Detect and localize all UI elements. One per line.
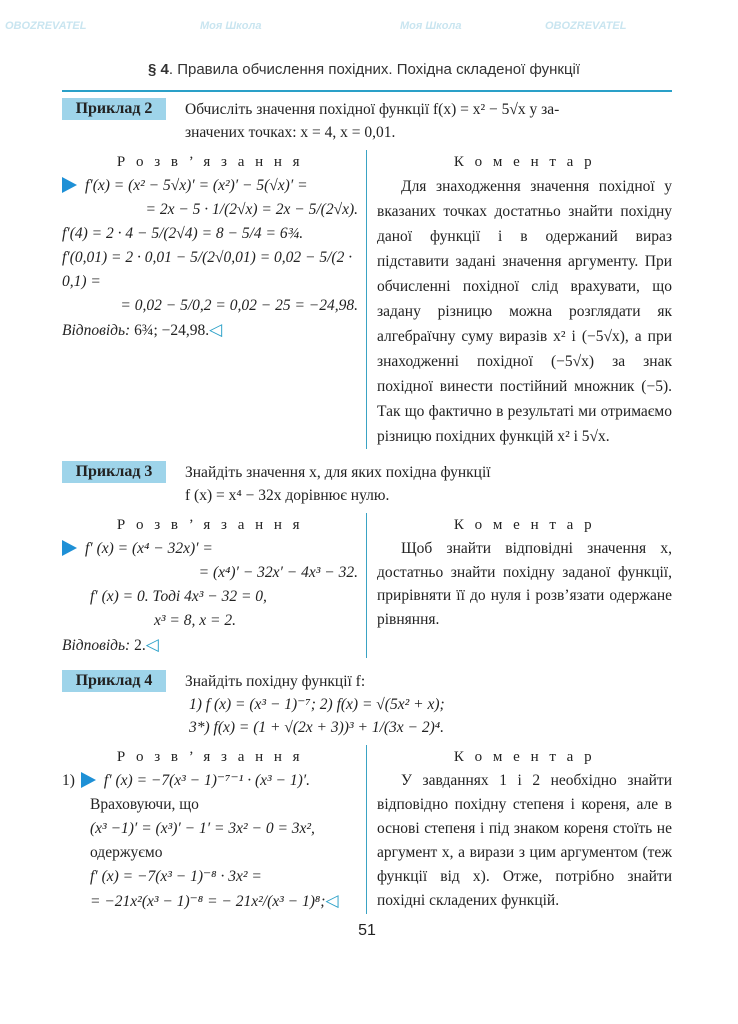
solution-end-marker-icon: ◁ xyxy=(209,320,223,339)
header-divider xyxy=(62,90,672,92)
example-4-columns xyxy=(62,745,672,914)
example-4 xyxy=(62,670,672,914)
watermark: Моя Школа xyxy=(200,20,262,32)
watermark: OBOZREVATEL xyxy=(545,20,627,32)
example-3-task-line: f (x) = x⁴ − 32x дорівнює нулю. xyxy=(185,487,390,504)
solution-heading: Р о з в ’ я з а н н я xyxy=(116,749,304,765)
example-2-task-line: Обчисліть значення похідної функції f(x) = x² − 5√x у за- xyxy=(185,101,560,118)
comment-heading: К о м е н т а р xyxy=(453,154,596,170)
solution-line: x³ = 8, x = 2. xyxy=(154,612,236,629)
solution-line: f′(0,01) = 2 · 0,01 − 5/(2√0,01) = 0,02 − 5/(2 · 0,1) = xyxy=(62,249,353,290)
comment-column xyxy=(366,513,672,658)
watermark: Моя Школа xyxy=(400,20,462,32)
answer-label: Відповідь: xyxy=(62,637,131,654)
comment-text: У завданнях 1 і 2 необхідно знайти відповідно похідну степеня і кореня, але в основі степеня і під знаком кореня стоїть не аргумент x, а вирази з цим аргументом (теж функції від x). Отже, потрібно знайти похідні складених функцій. xyxy=(377,772,672,909)
item-number: 1) xyxy=(62,772,75,789)
solution-line-text: f′ (x) = −7(x³ − 1)⁻⁷⁻¹ · (x³ − 1)′. xyxy=(103,772,311,789)
solution-line: = (x⁴)′ − 32x′ − 4x³ − 32. xyxy=(198,564,358,581)
comment-text: Для знаходження значення похідної у вказаних точках достатньо знайти похідну даної функції і в одержаний вираз підставити задані значення аргументу. При обчисленні похідної слід врахувати, що задану різницю можна розглядати як алгебраїчну суму виразів x² і (−5√x), а при знаходженні похідної (−5√x) за знак похідної винести постійний множник (−5). Так що фактично в результаті ми отримаємо різницю похідних функцій x² і 5√x. xyxy=(377,178,672,445)
answer-line xyxy=(62,633,358,658)
example-4-task-row xyxy=(62,670,672,739)
solution-line xyxy=(62,537,358,561)
solution-line xyxy=(62,174,358,198)
example-4-task-line: Знайдіть похідну функції f: xyxy=(185,673,366,690)
example-4-label: Приклад 4 xyxy=(62,670,166,692)
watermark: OBOZREVATEL xyxy=(5,20,87,32)
solution-column xyxy=(62,513,366,658)
solution-line: f′ (x) = 0. Тоді 4x³ − 32 = 0, xyxy=(90,588,267,605)
comment-text: Щоб знайти відповідні значення x, достатньо знайти похідну заданої функції, прирівняти її до нуля і розв’язати одержане рівняння. xyxy=(377,540,672,628)
comment-column xyxy=(366,150,672,449)
comment-column xyxy=(366,745,672,914)
answer-value: 6¾; −24,98. xyxy=(134,322,210,339)
solution-line: (x³ −1)′ = (x³)′ − 1′ = 3x² − 0 = 3x², xyxy=(90,820,315,837)
solution-end-marker-icon: ◁ xyxy=(325,891,339,910)
solution-line: = 2x − 5 · 1/(2√x) = 2x − 5/(2√x). xyxy=(145,201,358,218)
example-2-task-line: значених точках: x = 4, x = 0,01. xyxy=(185,124,396,141)
answer-label: Відповідь: xyxy=(62,322,131,339)
example-3-columns xyxy=(62,513,672,658)
example-4-task-line: 3*) f(x) = (1 + √(2x + 3))³ + 1/(3x − 2)⁴. xyxy=(189,719,445,736)
solution-heading: Р о з в ’ я з а н н я xyxy=(116,154,304,170)
answer-line xyxy=(62,318,358,343)
comment-heading: К о м е н т а р xyxy=(453,517,596,533)
solution-start-marker-icon xyxy=(62,177,77,193)
solution-line-text: f′(x) = (x² − 5√x)′ = (x²)′ − 5(√x)′ = xyxy=(85,177,308,194)
example-2 xyxy=(62,98,672,449)
solution-line: f′(4) = 2 · 4 − 5/(2√4) = 8 − 5/4 = 6¾. xyxy=(62,225,304,242)
section-header xyxy=(62,58,672,82)
example-3-task xyxy=(185,461,672,507)
example-2-task-row xyxy=(62,98,672,144)
solution-end-marker-icon: ◁ xyxy=(145,635,159,654)
solution-line-text: f′ (x) = (x⁴ − 32x)′ = xyxy=(85,540,213,557)
solution-line: Враховуючи, що xyxy=(90,796,199,813)
example-2-task xyxy=(185,98,672,144)
example-3-task-line: Знайдіть значення x, для яких похідна функції xyxy=(185,464,491,481)
solution-start-marker-icon xyxy=(81,772,96,788)
solution-start-marker-icon xyxy=(62,540,77,556)
example-3 xyxy=(62,461,672,658)
example-3-label: Приклад 3 xyxy=(62,461,166,483)
comment-heading: К о м е н т а р xyxy=(453,749,596,765)
solution-line: = 0,02 − 5/0,2 = 0,02 − 25 = −24,98. xyxy=(120,297,358,314)
example-4-task xyxy=(185,670,672,739)
example-2-columns xyxy=(62,150,672,449)
example-4-task-line: 1) f (x) = (x³ − 1)⁻⁷; 2) f(x) = √(5x² + x); xyxy=(189,696,445,713)
example-3-task-row xyxy=(62,461,672,507)
section-title: . Правила обчислення похідних. Похідна складеної функції xyxy=(168,61,581,78)
solution-line-text: = −21x²(x³ − 1)⁻⁸ = − 21x²/(x³ − 1)⁸; xyxy=(90,893,326,910)
solution-line xyxy=(62,769,358,793)
solution-column xyxy=(62,150,366,449)
section-number: § 4 xyxy=(148,61,169,78)
page-content xyxy=(62,58,672,940)
solution-column xyxy=(62,745,366,914)
example-2-label: Приклад 2 xyxy=(62,98,166,120)
solution-heading: Р о з в ’ я з а н н я xyxy=(116,517,304,533)
solution-line: f′ (x) = −7(x³ − 1)⁻⁸ · 3x² = xyxy=(90,868,262,885)
answer-value: 2. xyxy=(134,637,146,654)
page-number: 51 xyxy=(358,922,376,939)
solution-line xyxy=(62,889,358,914)
solution-line: одержуємо xyxy=(90,844,163,861)
